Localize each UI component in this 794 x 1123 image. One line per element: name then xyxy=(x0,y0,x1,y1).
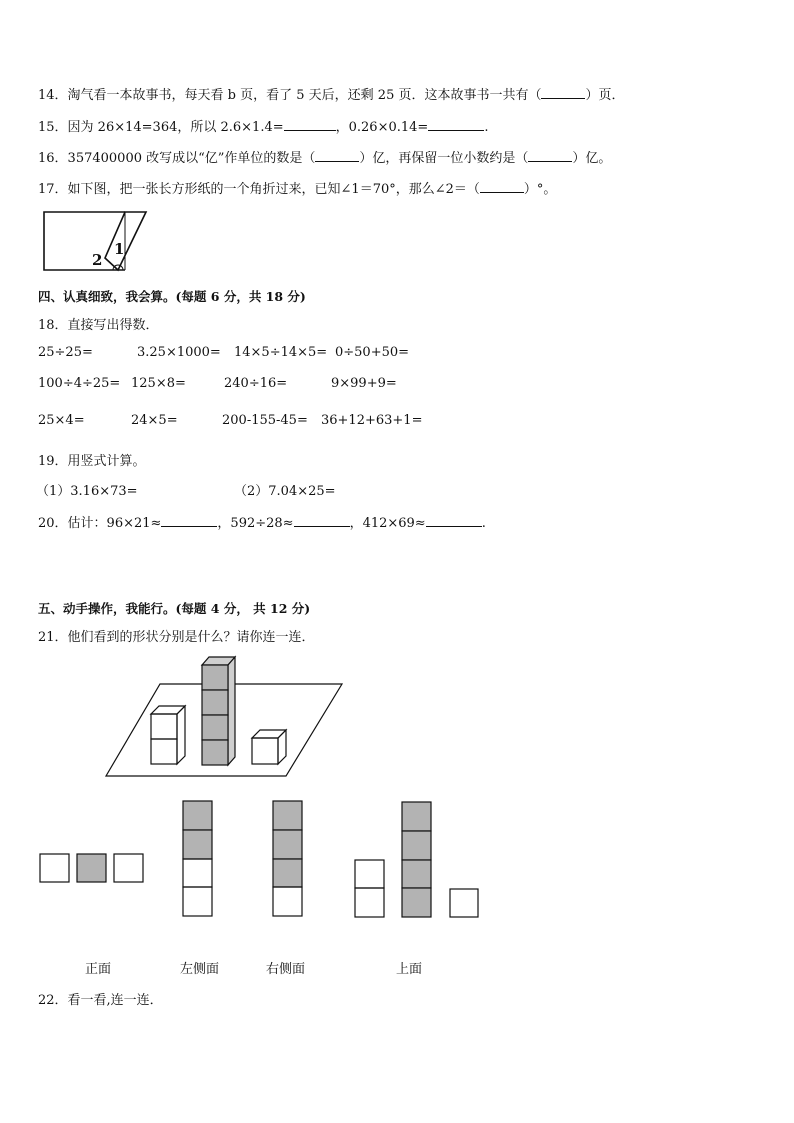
q16-end: ）亿。 xyxy=(572,151,612,166)
question-17 xyxy=(38,178,556,197)
q20-part-a: 20．估计：96×21≈ xyxy=(38,516,162,531)
q19-part-1: （1）3.16×73= xyxy=(36,484,138,499)
single-cube xyxy=(252,730,286,764)
view-label-right-side: 右侧面 xyxy=(266,962,306,977)
question-21-title: 21．他们看到的形状分别是什么？请你连一连． xyxy=(38,630,315,645)
q20-part-c: ，412×69≈ xyxy=(349,516,426,531)
q15-part-a: 15．因为 26×14=364，所以 2.6×1.4= xyxy=(38,120,284,135)
q17-end: ）°。 xyxy=(523,182,557,197)
q20-part-b: ，592÷28≈ xyxy=(217,516,294,531)
q17-part-a: 17．如下图，把一张长方形纸的一个角折过来，已知∠1＝70°，那么∠2＝（ xyxy=(38,182,480,197)
calc-r3-4: 36+12+63+1= xyxy=(321,413,423,428)
calc-r1-3: 14×5÷14×5= xyxy=(234,345,328,360)
q20-blank-1[interactable] xyxy=(161,514,217,527)
question-19-title: 19．用竖式计算。 xyxy=(38,454,146,469)
q17-blank[interactable] xyxy=(480,180,524,193)
question-22-title: 22．看一看,连一连． xyxy=(38,993,163,1008)
q20-end: . xyxy=(481,516,486,531)
q20-blank-2[interactable] xyxy=(294,514,350,527)
q15-part-b: ，0.26×0.14= xyxy=(335,120,429,135)
tall-cube-stack xyxy=(202,657,235,765)
section-5-title: 五、动手操作，我能行。(每题 4 分， 共 12 分) xyxy=(38,601,311,616)
q16-blank-1[interactable] xyxy=(315,149,359,162)
calc-r3-3: 200-155-45= xyxy=(222,413,308,428)
q15-end: . xyxy=(484,120,489,135)
question-16 xyxy=(38,147,611,166)
left-cube-stack xyxy=(151,706,185,764)
q14-text: 14．淘气看一本故事书，每天看 b 页，看了 5 天后，还剩 25 页．这本故事书一共有（ xyxy=(38,88,542,103)
folded-corner xyxy=(105,212,146,270)
q15-blank-1[interactable] xyxy=(284,118,336,131)
angle-2-label: 2 xyxy=(92,251,103,269)
calc-r1-4: 0÷50+50= xyxy=(335,345,410,360)
q14-end: ）页． xyxy=(585,88,625,103)
section-4-title: 四、认真细致，我会算。(每题 6 分，共 18 分) xyxy=(38,289,306,304)
calc-r2-2: 125×8= xyxy=(131,376,186,391)
q16-blank-2[interactable] xyxy=(528,149,572,162)
base-plane xyxy=(106,684,342,776)
question-20 xyxy=(38,512,486,531)
question-14 xyxy=(38,84,625,103)
calc-r2-3: 240÷16= xyxy=(224,376,288,391)
q20-blank-3[interactable] xyxy=(426,514,482,527)
view-label-front: 正面 xyxy=(85,962,112,977)
rectangle-outline xyxy=(44,212,125,270)
view-label-left-side: 左侧面 xyxy=(180,962,220,977)
q19-part-2: （2）7.04×25= xyxy=(234,484,336,499)
calc-r1-2: 3.25×1000= xyxy=(137,345,221,360)
angle-arc xyxy=(113,265,123,270)
calc-r3-2: 24×5= xyxy=(131,413,178,428)
q15-blank-2[interactable] xyxy=(428,118,484,131)
question-18-title: 18．直接写出得数． xyxy=(38,318,159,333)
view-label-top: 上面 xyxy=(396,962,423,977)
view-option-right-side xyxy=(273,801,302,916)
q14-answer-blank[interactable] xyxy=(541,86,585,99)
calc-r2-4: 9×99+9= xyxy=(331,376,397,391)
question-15 xyxy=(38,116,488,135)
view-option-left-side xyxy=(183,801,212,916)
q16-part-b: ）亿，再保留一位小数约是（ xyxy=(359,151,529,166)
view-option-top xyxy=(355,802,478,917)
q16-part-a: 16．357400000 改写成以“亿”作单位的数是（ xyxy=(38,151,316,166)
calc-r3-1: 25×4= xyxy=(38,413,85,428)
calc-r2-1: 100÷4÷25= xyxy=(38,376,121,391)
angle-1-label: 1 xyxy=(114,240,125,258)
calc-r1-1: 25÷25= xyxy=(38,345,93,360)
view-option-front xyxy=(40,854,143,882)
